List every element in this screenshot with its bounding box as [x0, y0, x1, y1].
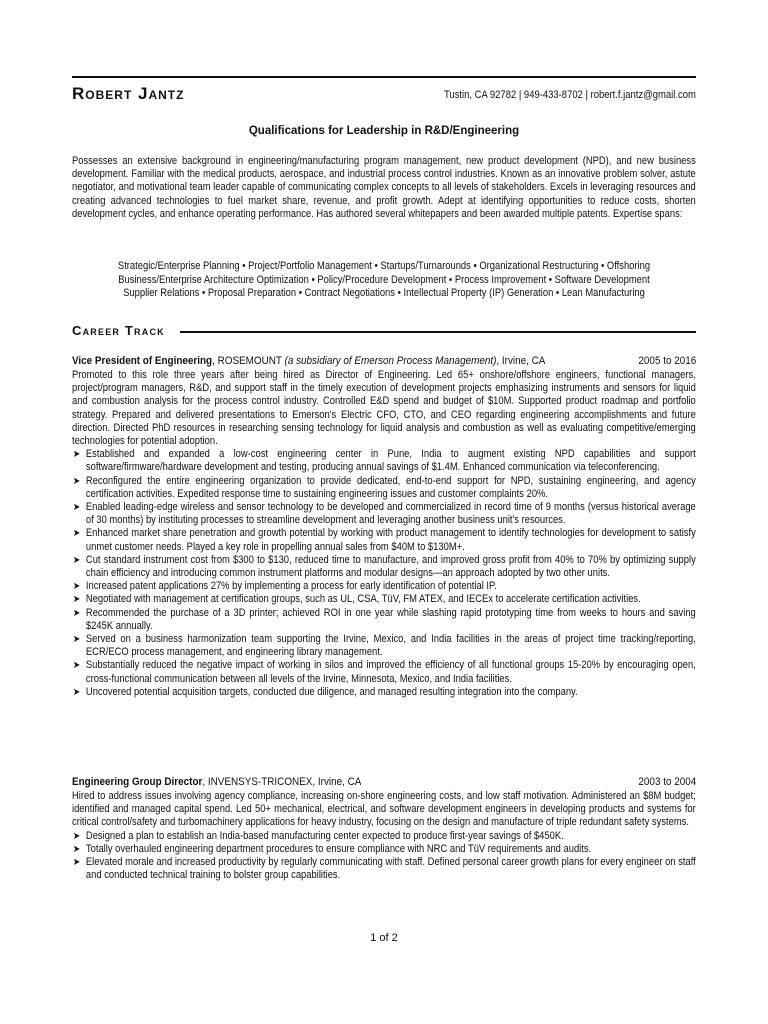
arrow-bullet-icon: ➤ [72, 660, 81, 672]
arrow-bullet-icon: ➤ [72, 528, 81, 540]
arrow-bullet-icon: ➤ [72, 830, 81, 842]
section-title: Career Track [72, 323, 169, 338]
achievement-item [72, 580, 696, 593]
achievement-text: Reconfigured the entire engineering organization to provide dedicated, end-to-end support for NPD, sustaining engineering, and agency certification activities. Expedited response time to sustaining engineering issues and customer complaints 20%. [85, 474, 696, 500]
job-title: Engineering Group Director [72, 776, 203, 788]
achievement-text: Negotiated with management at certification groups, such as UL, CSA, TüV, FM ATEX, and IECEx to accelerate certification activities. [85, 593, 641, 606]
job-dates: 2003 to 2004 [638, 776, 696, 788]
job-location: , Irvine, CA [496, 355, 546, 367]
achievement-text: Recommended the purchase of a 3D printer; achieved ROI in one year while slashing rapid prototyping time from weeks to hours and saving $245K annually. [85, 606, 696, 632]
summary-block [72, 155, 696, 221]
job-entry [72, 355, 696, 699]
achievement-item [72, 501, 696, 527]
expertise-list [72, 260, 696, 301]
page-number: 1 of 2 [370, 932, 398, 944]
arrow-bullet-icon: ➤ [72, 857, 81, 869]
achievement-text: Increased patent applications 27% by implementing a process for early identification of potential IP. [85, 580, 497, 593]
section-rule [180, 331, 696, 333]
achievement-item [72, 843, 696, 856]
achievement-item [72, 527, 696, 553]
arrow-bullet-icon: ➤ [72, 594, 81, 606]
achievement-text: Designed a plan to establish an India-based manufacturing center expected to produce first-year savings of $450K. [85, 829, 564, 842]
arrow-bullet-icon: ➤ [72, 581, 81, 593]
expertise-line: Strategic/Enterprise Planning • Project/Portfolio Management • Startups/Turnarounds • Organizational Restructuring • Offshoring [117, 260, 651, 272]
achievement-text: Substantially reduced the negative impact of working in silos and improved the efficiency of all functional groups 15-20% by encouraging open, cross-functional communication between all levels of the Irvine, Minnesota, Mexico, and India facilities. [85, 659, 696, 685]
job-header [72, 776, 696, 790]
achievement-text: Cut standard instrument cost from $300 to $130, reduced time to manufacture, and improved gross profit from 40% to 70% by optimizing supply chain efficiency and introducing common instrument platforms and modular designs—an approach adopted by two other units. [85, 553, 696, 580]
career-track-heading [72, 323, 696, 339]
arrow-bullet-icon: ➤ [72, 634, 81, 646]
summary-text: Possesses an extensive background in engineering/manufacturing program management, new product development (NPD), and new business development. Familiar with the medical products, aerospace, and industrial process control industries. Known as an innovative problem solver, astute negotiator, and motivational team leader capable of communicating complex concepts to all levels of stakeholders. Excels in leveraging resources and creating advanced technologies to fuel market share, revenue, and profit growth. Adept at identifying opportunities to reduce costs, shorten development cycles, and enhance operating performance. Has authored several whitepapers and been awarded multiple patents. Expertise spans: [72, 155, 696, 220]
contact-info: Tustin, CA 92782 | 949-433-8702 | robert.f.jantz@gmail.com [444, 89, 696, 101]
job-heading [72, 355, 545, 367]
arrow-bullet-icon: ➤ [72, 686, 81, 698]
headline: Qualifications for Leadership in R&D/Engineering [248, 125, 520, 137]
arrow-bullet-icon: ➤ [72, 475, 81, 487]
company-subsidiary: (a subsidiary of Emerson Process Management) [284, 355, 497, 367]
achievement-text: Established and expanded a low-cost engineering center in Pune, India to augment existing NPD capabilities and support software/firmware/hardware development and testing, producing annual savings of $1.4M. Enhanced communication via teleconferencing. [85, 448, 696, 474]
job-body [72, 790, 696, 882]
job-header [72, 355, 696, 369]
job-summary: Hired to address issues involving agency compliance, increasing on-shore engineering costs, and low staff motivation. Administered an $8M budget; identified and managed capital spend. Led 50+ mechanical, electrical, and software development engineers in developing products and systems for critical control/safety and turbomachinery applications for heavy industry, focusing on the design and manufacture of triple redundant safety systems. [72, 790, 696, 829]
achievement-item [72, 686, 696, 699]
achievement-text: Uncovered potential acquisition targets, conducted due diligence, and managed resulting integration into the company. [85, 685, 578, 698]
achievement-item [72, 633, 696, 659]
achievement-item [72, 830, 696, 843]
company-name: , ROSEMOUNT [212, 355, 285, 367]
achievement-item [72, 856, 696, 882]
top-rule [72, 76, 696, 78]
achievement-item [72, 607, 696, 633]
job-dates: 2005 to 2016 [638, 355, 696, 367]
arrow-bullet-icon: ➤ [72, 554, 81, 566]
job-summary: Promoted to this role three years after being hired as Director of Engineering. Led 65+ onshore/offshore engineers, functional managers, project/program managers, R&D, and support staff in the timely execution of development projects emphasizing instruments and sensors for liquid and combustion analysis for the process control industry. Controlled E&D spend and budget of $10M. Supported product roadmap and portfolio strategy. Prepared and delivered presentations to Emerson's Electric CFO, CTO, and CEO regarding engineering accomplishments and future direction. Directed PhD resources in researching sensing technology for liquid analysis and combustion as well as evaluating competitive/emerging technologies for potential adoption. [72, 369, 696, 448]
achievement-item [72, 475, 696, 501]
achievement-text: Served on a business harmonization team supporting the Irvine, Mexico, and India facilities in the areas of project time tracking/reporting, ECR/ECO process management, and engineering library management. [85, 633, 696, 659]
arrow-bullet-icon: ➤ [72, 449, 81, 461]
arrow-bullet-icon: ➤ [72, 843, 81, 855]
job-heading [72, 776, 361, 788]
job-title: Vice President of Engineering [72, 355, 213, 367]
achievement-text: Elevated morale and increased productivity by regularly communicating with staff. Defined personal career growth plans for every engineer on staff and conducted technical training to bolster group capabilities. [85, 856, 696, 882]
achievement-item [72, 659, 696, 685]
company-name: , INVENSYS-TRICONEX, Irvine, CA [202, 776, 362, 788]
job-body [72, 369, 696, 699]
achievement-item [72, 448, 696, 474]
candidate-name: Robert Jantz [72, 84, 185, 103]
arrow-bullet-icon: ➤ [72, 502, 81, 514]
achievement-text: Totally overhauled engineering department procedures to ensure compliance with NRC and TüV requirements and audits. [85, 842, 592, 855]
achievement-item [72, 593, 696, 606]
job-entry [72, 776, 696, 882]
expertise-line: Supplier Relations • Proposal Preparation • Contract Negotiations • Intellectual Property (IP) Generation • Lean Manufacturing [123, 287, 645, 300]
achievement-item [72, 554, 696, 580]
expertise-line: Business/Enterprise Architecture Optimization • Policy/Procedure Development • Process Improvement • Software Development [118, 273, 650, 286]
achievement-text: Enhanced market share penetration and growth potential by working with product management to identify technologies for development to satisfy unmet customer needs. Played a key role in propelling annual sales from $40M to $130M+. [85, 527, 696, 553]
achievement-text: Enabled leading-edge wireless and sensor technology to be developed and commercialized in record time of 9 months (versus historical average of 30 months) by instituting processes to streamline development and leveraging another business unit's resources. [85, 501, 696, 527]
achievement-list [72, 830, 696, 883]
achievement-list [72, 448, 696, 699]
arrow-bullet-icon: ➤ [72, 607, 81, 619]
